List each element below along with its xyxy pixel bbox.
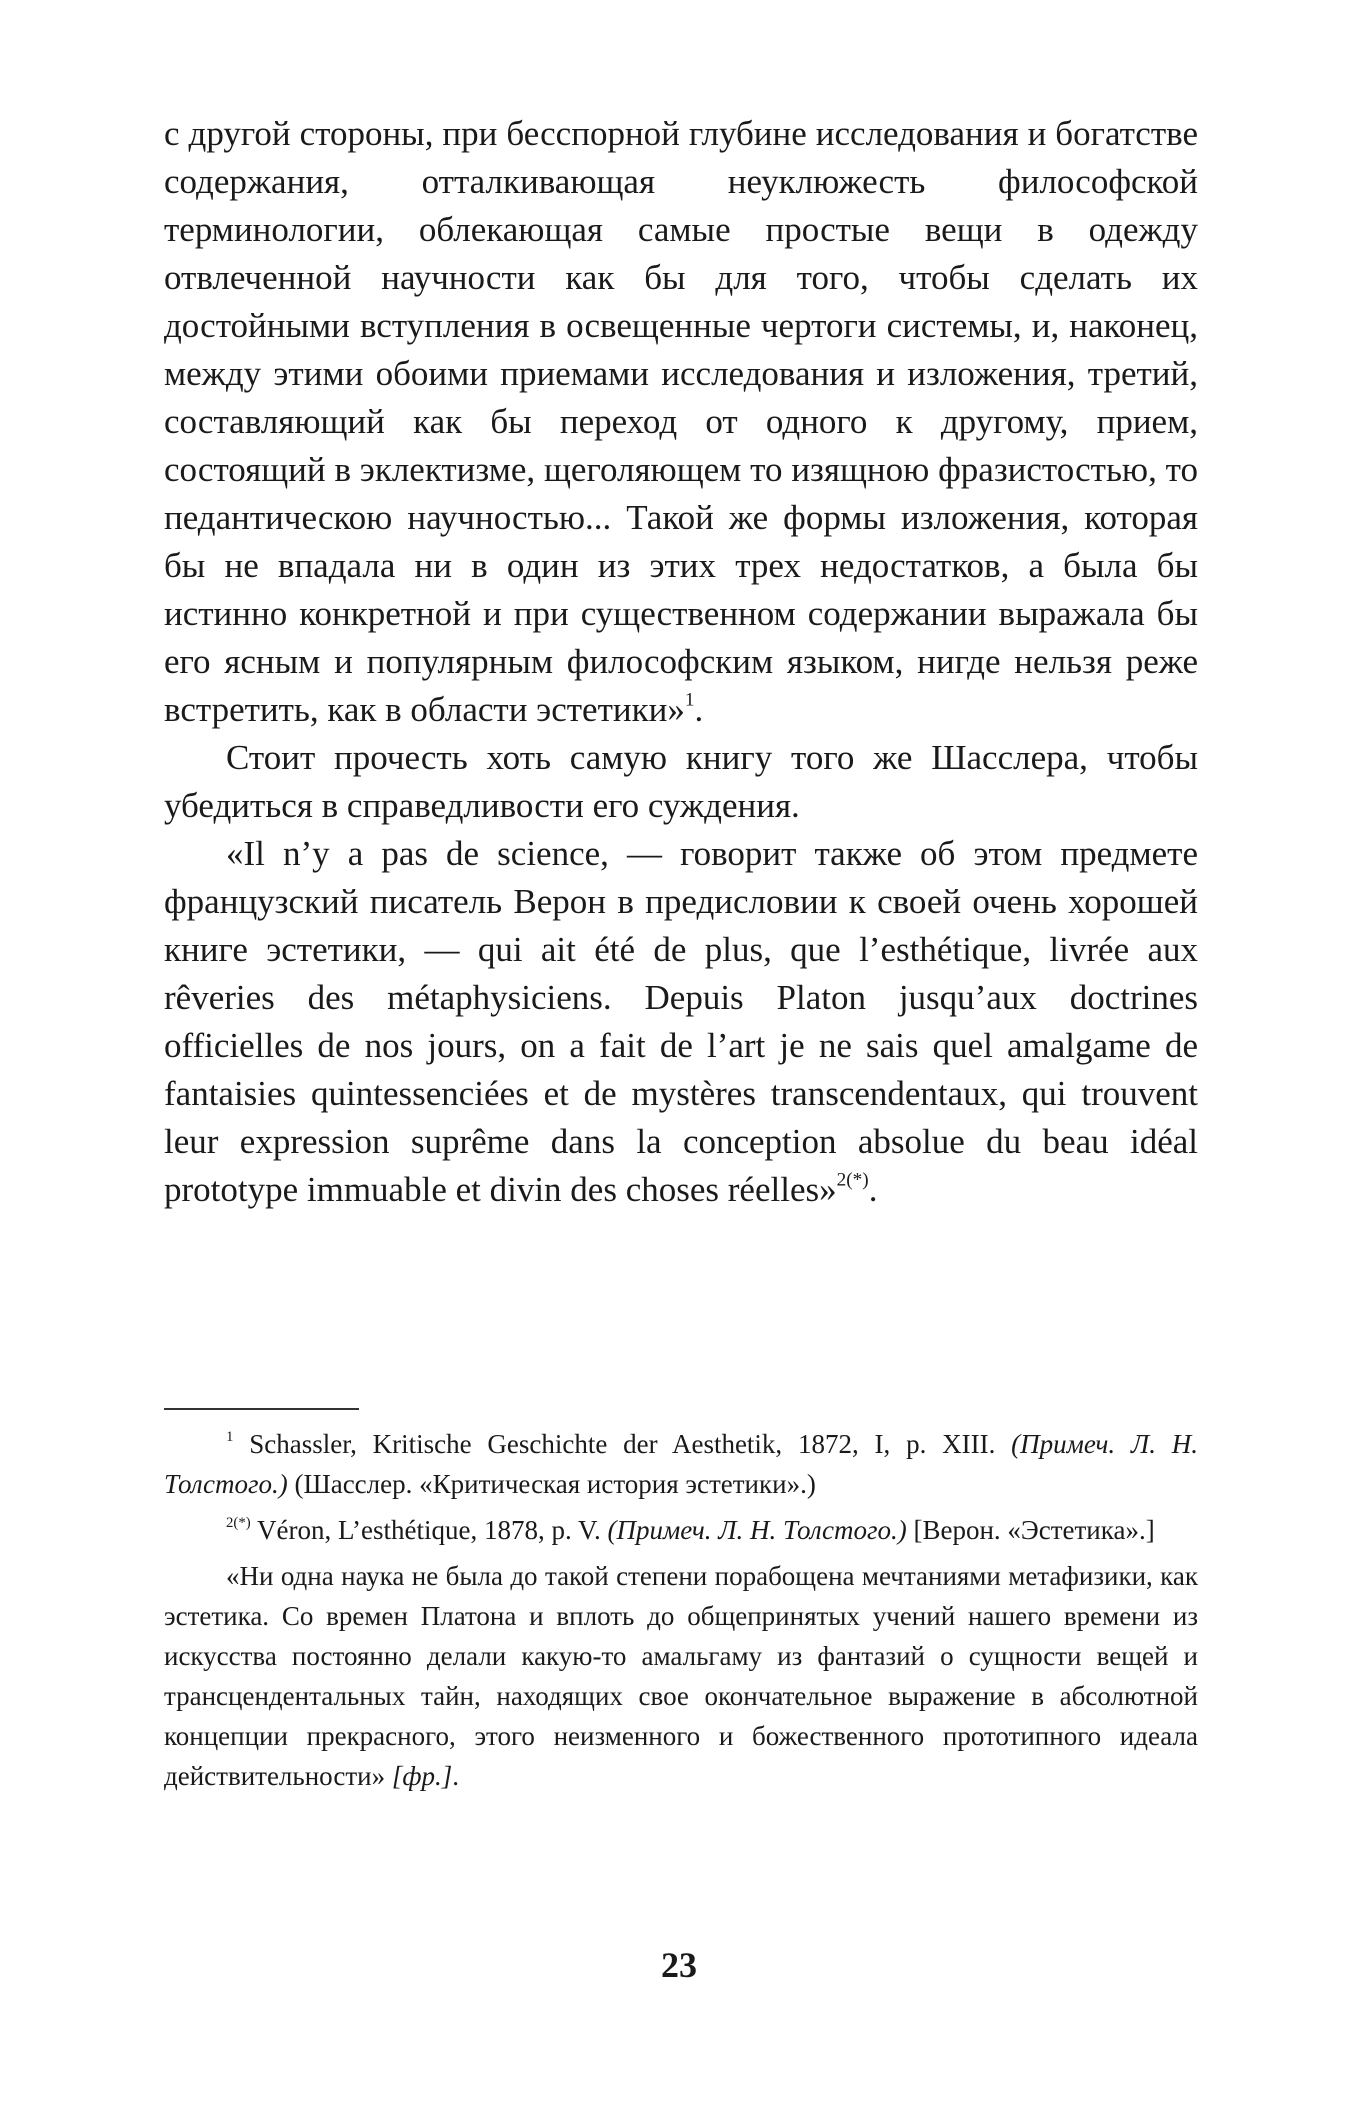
footnote-ref-2: 2(*) (836, 1169, 869, 1191)
footnote-divider (164, 1408, 359, 1410)
footnote-1: $^1$ Schassler, Kritische Geschichte der Aesthetik, 1872, I, p. XIII. (Примеч. Л. Н. Толстого.) (Шасслер. «Критическая история эстетики».) (164, 1429, 1199, 1499)
footnotes (164, 1424, 1198, 1796)
footnote-ref-1: 1 (684, 689, 695, 711)
paragraph-3: «Il n’y a pas de science, — говорит также об этом предмете французский писатель Верон в предисловии к своей очень хорошей книге эстетики, — qui ait été de plus, que l’esthétique, livrée aux rêveries des métaphysiciens. Depuis Platon jusqu’aux doctrines officielles de nos jours, on a fait de l’art je ne sais quel amalgame de fantaisies quintessenciées et de mystères transcendentaux, qui trouvent leur expression suprême dans la conception absolue du beau idéal prototype immuable et divin des choses réelles»$^{2(*)}$. (164, 834, 1198, 1209)
page-number: 23 (661, 1945, 697, 1985)
paragraph-1: с другой стороны, при бесспорной глубине исследования и богатстве содержания, отталкивающая неуклюжесть философской терминологии, облекающая самые простые вещи в одежду отвлеченной научности как бы для того, чтобы сделать их достойными вступления в освещенные чертоги системы, и, наконец, между этими обоими приемами исследования и изложения, третий, составляющий как бы переход от одного к другому, прием, состоящий в эклектизме, щеголяющем то изящною фразистостью, то педантическою научностью... Такой же формы изложения, которая бы не впадала ни в один из этих трех недостатков, а была бы истинно конкретной и при существенном содержании выражала бы его ясным и популярным философским языком, нигде нельзя реже встретить, как в области эстетики»$^1$. (164, 114, 1198, 729)
footnote-2-translation: «Ни одна наука не была до такой степени порабощена мечтаниями метафизики, как эстетика. Со времен Платона и вплоть до общепринятых учений нашего времени из искусства постоянно делали какую-то амальгаму из фантазий о сущности вещей и трансцендентальных тайн, находящих свое окончательное выражение в абсолютной концепции прекрасного, этого неизменного и божественного прототипного идеала действительности» [фр.]. (164, 1561, 1198, 1791)
main-text (164, 110, 1198, 1214)
footnote-2: $^{2(*)}$ Véron, L’esthétique, 1878, p. V. (Примеч. Л. Н. Толстого.) [Верон. «Эстетика».] (226, 1515, 1155, 1545)
paragraph-2: Стоит прочесть хоть самую книгу того же Шасслера, чтобы убедиться в справедливости его суждения. (164, 738, 1198, 825)
